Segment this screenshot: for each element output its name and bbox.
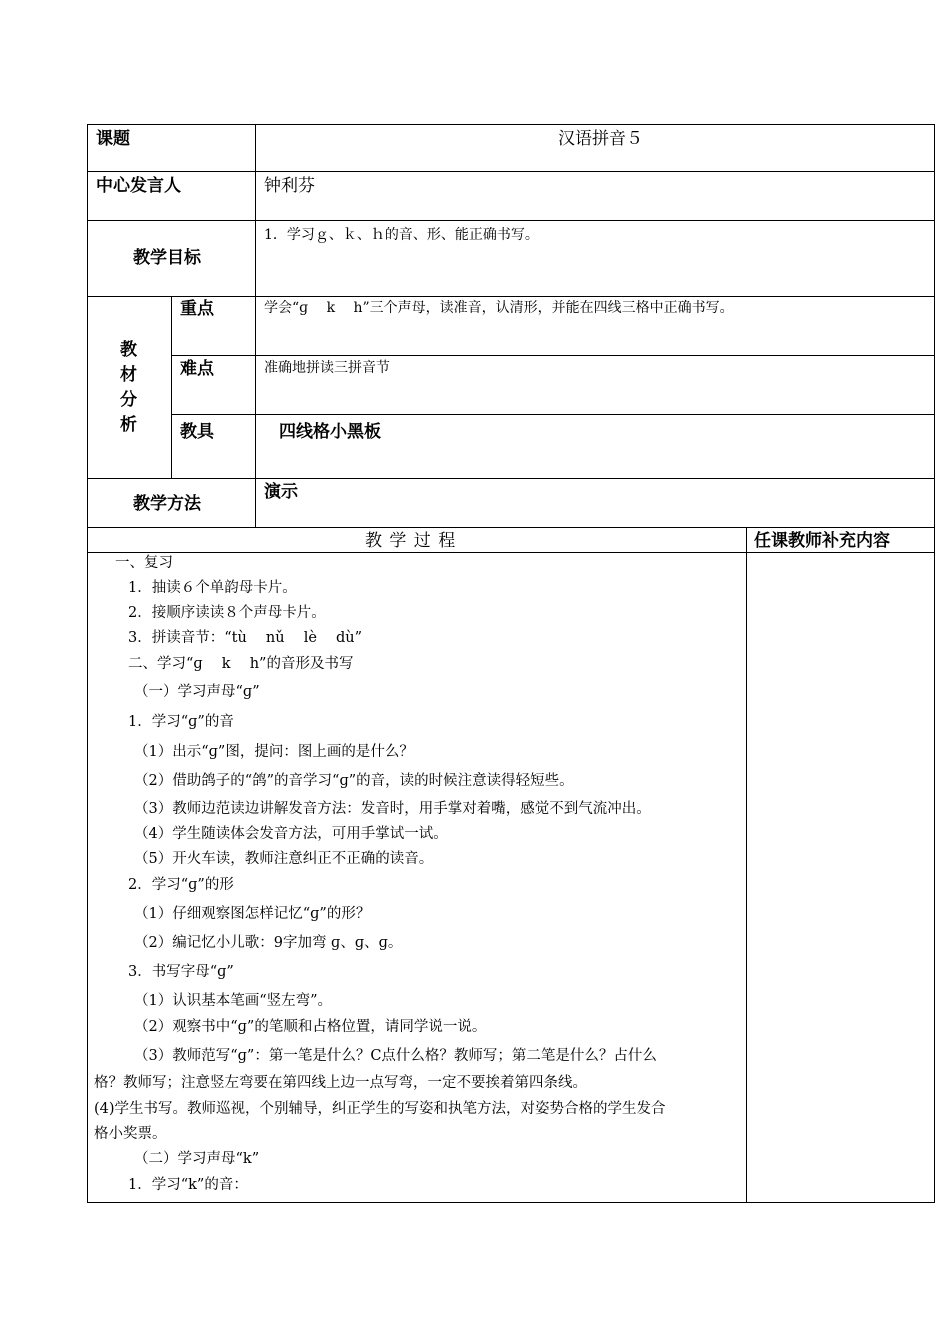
- process-line: 1．抽读６个单韵母卡片。: [128, 580, 297, 596]
- process-line: （2）借助鸽子的“鸽”的音学习“ɡ”的音，读的时候注意读得轻短些。: [134, 773, 574, 789]
- method-label: 教学方法: [133, 494, 201, 514]
- row-divider: [87, 552, 935, 553]
- row-divider: [171, 355, 935, 356]
- row-divider: [87, 171, 935, 172]
- difficulty-value: 准确地拼读三拼音节: [264, 360, 390, 376]
- table-border-left: [87, 124, 88, 1203]
- process-line: （5）开火车读，教师注意纠正不正确的读音。: [134, 851, 434, 867]
- row-divider: [87, 527, 935, 528]
- key-point-label: 重点: [180, 299, 214, 319]
- analysis-label-char: 析: [120, 415, 137, 435]
- process-line: 格小奖票。: [94, 1126, 167, 1142]
- process-line: （1）出示“ɡ”图，提问：图上画的是什么？: [134, 744, 414, 760]
- process-line: （2）观察书中“ɡ”的笔顺和占格位置，请同学说一说。: [134, 1019, 487, 1035]
- tools-value: 四线格小黑板: [279, 422, 381, 442]
- process-line: 二、学习“ɡ k h”的音形及书写: [128, 656, 354, 672]
- process-line: 格？教师写；注意竖左弯要在第四线上边一点写弯，一定不要挨着第四条线。: [94, 1075, 587, 1091]
- subject-value: 汉语拼音５: [558, 129, 643, 149]
- table-border-top: [87, 124, 935, 125]
- process-line: 2．接顺序读读８个声母卡片。: [128, 605, 326, 621]
- difficulty-label: 难点: [180, 359, 214, 379]
- analysis-label-char: 教: [120, 340, 137, 360]
- process-line: 1．学习“ɡ”的音: [128, 714, 234, 730]
- process-line: （4）学生随读体会发音方法，可用手掌试一试。: [134, 826, 448, 842]
- goal-value: 1．学习ｇ、ｋ、ｈ的音、形、能正确书写。: [264, 227, 539, 243]
- process-header: 教 学 过 程: [365, 531, 457, 551]
- row-divider: [87, 220, 935, 221]
- goal-label: 教学目标: [133, 248, 201, 268]
- table-border-bottom: [87, 1202, 935, 1203]
- row-divider: [87, 478, 935, 479]
- process-line: 一、复习: [115, 555, 173, 571]
- analysis-column-divider: [171, 296, 172, 479]
- key-point-value: 学会“ɡ k h”三个声母，读准音，认清形，并能在四线三格中正确书写。: [264, 300, 734, 316]
- process-line: (4)学生书写。教师巡视，个别辅导，纠正学生的写姿和执笔方法，对姿势合格的学生发合: [94, 1101, 666, 1117]
- process-line: （1）认识基本笔画“竖左弯”。: [134, 993, 333, 1009]
- analysis-label-char: 材: [120, 365, 137, 385]
- speaker-value: 钟利芬: [264, 176, 315, 196]
- row-divider: [171, 414, 935, 415]
- process-line: （3）教师边范读边讲解发音方法：发音时，用手掌对着嘴，感觉不到气流冲出。: [134, 801, 651, 817]
- row-divider: [87, 296, 935, 297]
- analysis-label-char: 分: [120, 390, 137, 410]
- process-line: 2．学习“ɡ”的形: [128, 877, 234, 893]
- process-line: （2）编记忆小儿歌：9字加弯 ɡ、ɡ、ɡ。: [134, 935, 403, 951]
- process-line: 3．拼读音节：“tù nǔ lè dù”: [128, 630, 363, 646]
- process-line: 1．学习“k”的音：: [128, 1177, 248, 1193]
- process-line: 3．书写字母“ɡ”: [128, 964, 234, 980]
- label-column-divider: [255, 124, 256, 528]
- speaker-label: 中心发言人: [96, 176, 181, 196]
- process-line: （二）学习声母“k”: [134, 1151, 260, 1167]
- process-line: （1）仔细观察图怎样记忆“ɡ”的形？: [134, 906, 371, 922]
- process-line: （3）教师范写“ɡ”：第一笔是什么？C点什么格？教师写；第二笔是什么？占什么: [134, 1048, 657, 1064]
- method-value: 演示: [264, 482, 298, 502]
- supplement-column-divider: [746, 527, 747, 1203]
- subject-label: 课题: [96, 129, 130, 149]
- table-border-right: [934, 124, 935, 1203]
- tools-label: 教具: [180, 422, 214, 442]
- supplement-header: 任课教师补充内容: [754, 531, 890, 551]
- process-line: （一）学习声母“ɡ”: [134, 684, 260, 700]
